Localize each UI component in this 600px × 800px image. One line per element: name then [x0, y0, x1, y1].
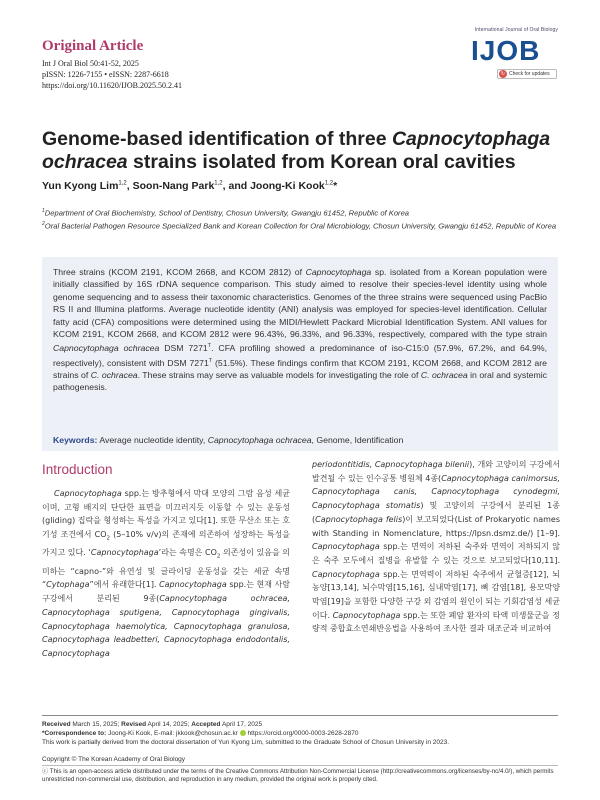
copyright: Copyright © The Korean Academy of Oral Biology: [42, 756, 186, 763]
body-text-segment: Capnocytophaga canimorsus, Capnocytophaga canis, Capnocytophaga cynodegmi, Capnocytophaga stomatis: [312, 473, 560, 511]
correspondence-line: *Correspondence to: Joong-Ki Kook, E-mail: jkkook@chosun.ac.kr https://orcid.org/0000-0003-2628-2870: [42, 730, 359, 737]
body-text-segment: spp.는 면역력이 저하된 숙주에서 균혈증[12], 뇌농양[13,14], 뇌수막염[15,16], 심내막염[17], 뼈 감염[18], 용모막양막염[19]을 포함한 다양한 구강 외 감염의 원인이 되는 기회감염성 세균이다.: [312, 569, 560, 620]
body-text-segment: Capnocytophaga ochracea, Capnocytophaga sputigena, Capnocytophaga gingivalis, Capnocytophaga haemolytica, Capnocytophaga granulosa, Capnocytophaga leadbetteri, Capnocytophaga endodontalis, Capnocytophaga: [42, 594, 290, 658]
check-updates-label: Check for updates: [509, 71, 550, 77]
license-text: ⓒ This is an open-access article distributed under the terms of the Creative Commons Attribution Non-Commercial License (http://creativecommons.org/licenses/by-nc/4.0/), which permits unrestricted non-commercial use, distribution, and reproduction in any medium, provided the original work is properly cited.: [42, 768, 554, 783]
body-text-segment: ”에서 유래한다[1].: [89, 580, 160, 590]
body-text-segment: Capnocytophaga felis: [315, 514, 403, 524]
body-text-segment: Capnocytophaga: [332, 610, 401, 620]
body-text-segment: ’라는 속명은 CO: [158, 548, 217, 558]
author-name: Joong-Ki Kook: [250, 180, 325, 192]
citation-doi[interactable]: https://doi.org/10.11620/IJOB.2025.50.2.41: [42, 81, 183, 90]
body-text-segment: ), 개와 고양이의 구강에서 발견될 수 있는 인수공통 병원체 4종(: [312, 460, 560, 483]
journal-name: International Journal of Oral Biology: [474, 27, 558, 33]
body-text-segment: Capnocytophaga: [159, 580, 227, 590]
citation-volume: Int J Oral Biol 50:41-52, 2025: [42, 59, 139, 68]
article-title: Genome-based identification of three Capnocytophaga ochracea strains isolated from Korean oral cavities: [42, 128, 551, 173]
article-type: Original Article: [42, 38, 144, 54]
body-text-segment: spp.는 또한 폐암 환자의 타액 미생물군을 정량적 중합효소연쇄반응법을 사용하여 조사한 결과 대조군과 비교하여: [312, 610, 560, 634]
body-text-segment: (5–10% v/v)의 존재에 의존하여 성장하는 특성을 가지고 있다. ‘: [42, 530, 290, 558]
affiliation: $^2$Oral Bacterial Pathogen Resource Specialized Bank and Korean Collection for Oral Microbiology, Chosun University, Gwangju 61452, Republic of Korea: [42, 220, 557, 231]
affiliations: [42, 206, 562, 231]
body-text-segment: ) 및 고양이의 구강에서 분리된 1종(: [312, 501, 560, 524]
body-column-right: [312, 458, 560, 636]
body-text-segment: Capnocytophaga: [54, 489, 122, 498]
license-divider: [42, 765, 558, 766]
dates-line: Received March 15, 2025; Revised April 14, 2025; Accepted April 17, 2025: [42, 721, 263, 728]
author-name: Yun Kyong Lim: [42, 180, 119, 192]
body-column-left: [42, 487, 290, 661]
dissertation-note: This work is partially derived from the doctoral dissertation of Yun Kyong Lim, submitted to the Graduate School of Chosun University in 2023.: [42, 739, 450, 746]
affiliation: $^1$Department of Oral Biochemistry, School of Dentistry, Chosun University, Gwangju 61452, Republic of Korea: [42, 208, 410, 218]
refresh-icon: ↻: [500, 71, 506, 77]
citation-issn: pISSN: 1226-7155 • eISSN: 2287-6618: [42, 70, 169, 79]
body-text-segment: )이 보고되었다(List of Prokaryotic names with Standing in Nomenclature, https://lpsn.dsmz.de/) [1–9].: [312, 514, 560, 538]
citation-info: [42, 58, 182, 91]
footnote-divider: [42, 715, 558, 716]
body-text-segment: spp.는 방추형에서 막대 모양의 그람 음성 세균이며, 고형 배지의 단단한 표면을 미끄러지듯 이동할 수 있는 운동성(gliding) 집락을 형성하는 특성을 가지고 있다[1]. 또한 무산소 또는 호기성 조건에서 CO: [42, 489, 290, 540]
cc-icon: ⓒ: [42, 768, 49, 775]
body-text-segment: Capnocytophaga: [312, 569, 380, 579]
keywords: Keywords: Average nucleotide identity, Capnocytophaga ochracea, Genome, Identification: [53, 435, 404, 445]
logo-text: IJOB: [471, 35, 541, 66]
author-list: Yun Kyong Lim$^{1,2}$, Soon-Nang Park$^{1,2}$, and Joong-Ki Kook$^{1,2}$*: [42, 180, 338, 192]
body-text-segment: 2: [216, 554, 221, 560]
body-text-segment: periodontitidis, Capnocytophaga bilenii: [312, 460, 470, 469]
section-heading-introduction: Introduction: [42, 462, 113, 477]
body-text-segment: spp.는 현재 사람 구강에서 분리된 9종(: [42, 580, 290, 604]
body-text-segment: Cytophaga: [46, 580, 90, 590]
check-updates-badge[interactable]: [497, 69, 557, 79]
body-text-segment: Capnocytophaga: [90, 548, 159, 558]
body-text-segment: spp.는 면역이 저하된 숙주와 면역이 저하되지 않은 숙주 모두에서 질병을 유발할 수 있는 것으로 보고되었다[10,11].: [312, 542, 560, 565]
orcid-link[interactable]: https://orcid.org/0000-0003-2628-2870: [245, 730, 359, 737]
abstract: Three strains (KCOM 2191, KCOM 2668, and KCOM 2812) of Capnocytophaga sp. isolated from a Korean population were initially classified by 16S rDNA sequence comparison. This study aimed to resolve their species-level identity using whole genome sequencing and to assess their taxonomic characteristics. Genomes of the three strains were sequenced using PacBio RS II and Illumina platforms. Average nucleotide identity (ANI) analysis was employed for species-level identification. Cellular fatty acid (CFA) compositions were determined using the MIDI/Hewlett Packard Microbial Identification System. ANI values for KCOM 2191, KCOM 2668, and KCOM 2812 were 96.43%, 96.33%, and 96.33%, respectively, compared with the type strain Capnocytophaga ochracea DSM $7271^T$. CFA profiling showed a predominance of iso-C15:0 (57.9%, 67.2%, and 64.9%, respectively), consistent with DSM $7271^T$ (51.5%). These findings confirm that KCOM 2191, KCOM 2668, and KCOM 2812 are strains of C. ochracea. These strains may serve as valuable models for investigating the role of C. ochracea in oral and systemic pathogenesis.: [42, 257, 558, 428]
body-text-segment: 2: [106, 535, 111, 542]
body-text-segment: Capnocytophaga: [312, 542, 380, 552]
body-text-segment: 의존성이 있음을 의미하는 “capno-”와 유연성 및 글라이딩 운동성을 갖는 세균 속명 “: [42, 548, 291, 590]
author-name: Soon-Nang Park: [132, 180, 215, 192]
